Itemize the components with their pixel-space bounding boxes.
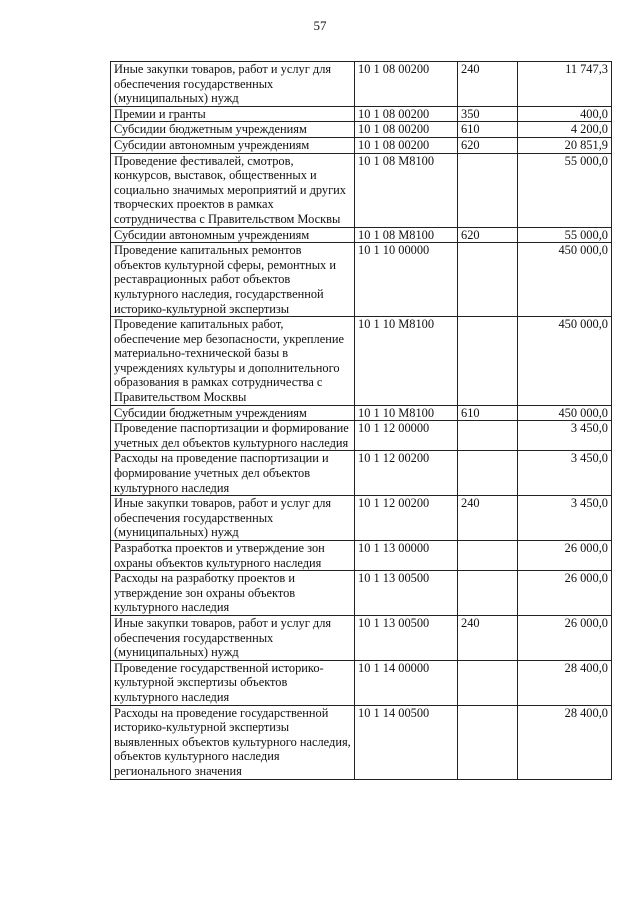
row-code: 10 1 14 00000	[355, 660, 458, 705]
row-type: 240	[458, 615, 518, 660]
row-sum: 450 000,0	[518, 243, 612, 317]
table-row	[111, 405, 612, 421]
page-number: 57	[313, 18, 327, 33]
row-name: Разработка проектов и утверждение зон охраны объектов культурного наследия	[111, 541, 355, 571]
row-code: 10 1 08 00200	[355, 62, 458, 107]
row-name: Расходы на проведение государственной историко-культурной экспертизы выявленных объектов культурного наследия, объектов культурного наследия регионального значения	[111, 705, 355, 779]
row-sum: 4 200,0	[518, 122, 612, 138]
row-code: 10 1 10 М8100	[355, 405, 458, 421]
row-type	[458, 571, 518, 616]
row-code: 10 1 13 00000	[355, 541, 458, 571]
row-sum: 26 000,0	[518, 571, 612, 616]
row-name: Проведение государственной историко-культурной экспертизы объектов культурного наследия	[111, 660, 355, 705]
table-row	[111, 451, 612, 496]
table-row	[111, 660, 612, 705]
row-code: 10 1 10 М8100	[355, 317, 458, 406]
row-sum: 20 851,9	[518, 137, 612, 153]
row-type: 620	[458, 227, 518, 243]
row-sum: 400,0	[518, 106, 612, 122]
row-type: 240	[458, 62, 518, 107]
row-code: 10 1 12 00200	[355, 451, 458, 496]
row-code: 10 1 13 00500	[355, 571, 458, 616]
row-sum: 11 747,3	[518, 62, 612, 107]
row-name: Иные закупки товаров, работ и услуг для обеспечения государственных (муниципальных) нужд	[111, 615, 355, 660]
row-code: 10 1 13 00500	[355, 615, 458, 660]
table-row	[111, 122, 612, 138]
table-row	[111, 62, 612, 107]
row-name: Субсидии автономным учреждениям	[111, 227, 355, 243]
row-code: 10 1 14 00500	[355, 705, 458, 779]
row-sum: 3 450,0	[518, 496, 612, 541]
row-name: Проведение фестивалей, смотров, конкурсов, выставок, общественных и социально значимых мероприятий и других творческих проектов в рамках сотрудничества с Правительством Москвы	[111, 153, 355, 227]
row-name: Проведение капитальных работ, обеспечение мер безопасности, укрепление материально-технической базы в учреждениях культуры и дополнительного образования в рамках сотрудничества с Правительством Москвы	[111, 317, 355, 406]
row-type: 610	[458, 405, 518, 421]
row-code: 10 1 08 00200	[355, 137, 458, 153]
row-type	[458, 153, 518, 227]
row-sum: 28 400,0	[518, 660, 612, 705]
row-type	[458, 243, 518, 317]
row-name: Расходы на проведение паспортизации и формирование учетных дел объектов культурного наследия	[111, 451, 355, 496]
table-row	[111, 541, 612, 571]
row-sum: 450 000,0	[518, 317, 612, 406]
row-code: 10 1 08 00200	[355, 106, 458, 122]
row-name: Субсидии автономным учреждениям	[111, 137, 355, 153]
table-row	[111, 227, 612, 243]
row-sum: 26 000,0	[518, 541, 612, 571]
row-type	[458, 421, 518, 451]
table-row	[111, 106, 612, 122]
row-name: Проведение паспортизации и формирование учетных дел объектов культурного наследия	[111, 421, 355, 451]
row-sum: 450 000,0	[518, 405, 612, 421]
row-code: 10 1 12 00000	[355, 421, 458, 451]
table-row	[111, 137, 612, 153]
row-sum: 28 400,0	[518, 705, 612, 779]
row-sum: 3 450,0	[518, 421, 612, 451]
row-type: 610	[458, 122, 518, 138]
budget-table	[110, 61, 612, 780]
row-name: Премии и гранты	[111, 106, 355, 122]
table-row	[111, 153, 612, 227]
row-sum: 55 000,0	[518, 153, 612, 227]
row-name: Иные закупки товаров, работ и услуг для обеспечения государственных (муниципальных) нужд	[111, 496, 355, 541]
row-type: 620	[458, 137, 518, 153]
row-type	[458, 451, 518, 496]
row-type	[458, 660, 518, 705]
row-code: 10 1 08 00200	[355, 122, 458, 138]
row-sum: 55 000,0	[518, 227, 612, 243]
row-code: 10 1 10 00000	[355, 243, 458, 317]
row-sum: 26 000,0	[518, 615, 612, 660]
table-row	[111, 243, 612, 317]
row-type	[458, 705, 518, 779]
row-name: Иные закупки товаров, работ и услуг для обеспечения государственных (муниципальных) нужд	[111, 62, 355, 107]
row-type: 350	[458, 106, 518, 122]
table-row	[111, 705, 612, 779]
row-code: 10 1 08 М8100	[355, 227, 458, 243]
row-name: Субсидии бюджетным учреждениям	[111, 122, 355, 138]
row-code: 10 1 08 М8100	[355, 153, 458, 227]
row-type	[458, 317, 518, 406]
row-sum: 3 450,0	[518, 451, 612, 496]
table-row	[111, 571, 612, 616]
table-row	[111, 421, 612, 451]
row-type: 240	[458, 496, 518, 541]
row-name: Субсидии бюджетным учреждениям	[111, 405, 355, 421]
row-name: Расходы на разработку проектов и утверждение зон охраны объектов культурного наследия	[111, 571, 355, 616]
row-type	[458, 541, 518, 571]
row-name: Проведение капитальных ремонтов объектов культурной сферы, ремонтных и реставрационных работ объектов культурного наследия, государственной историко-культурной экспертизы	[111, 243, 355, 317]
table-row	[111, 496, 612, 541]
table-row	[111, 615, 612, 660]
table-row	[111, 317, 612, 406]
row-code: 10 1 12 00200	[355, 496, 458, 541]
